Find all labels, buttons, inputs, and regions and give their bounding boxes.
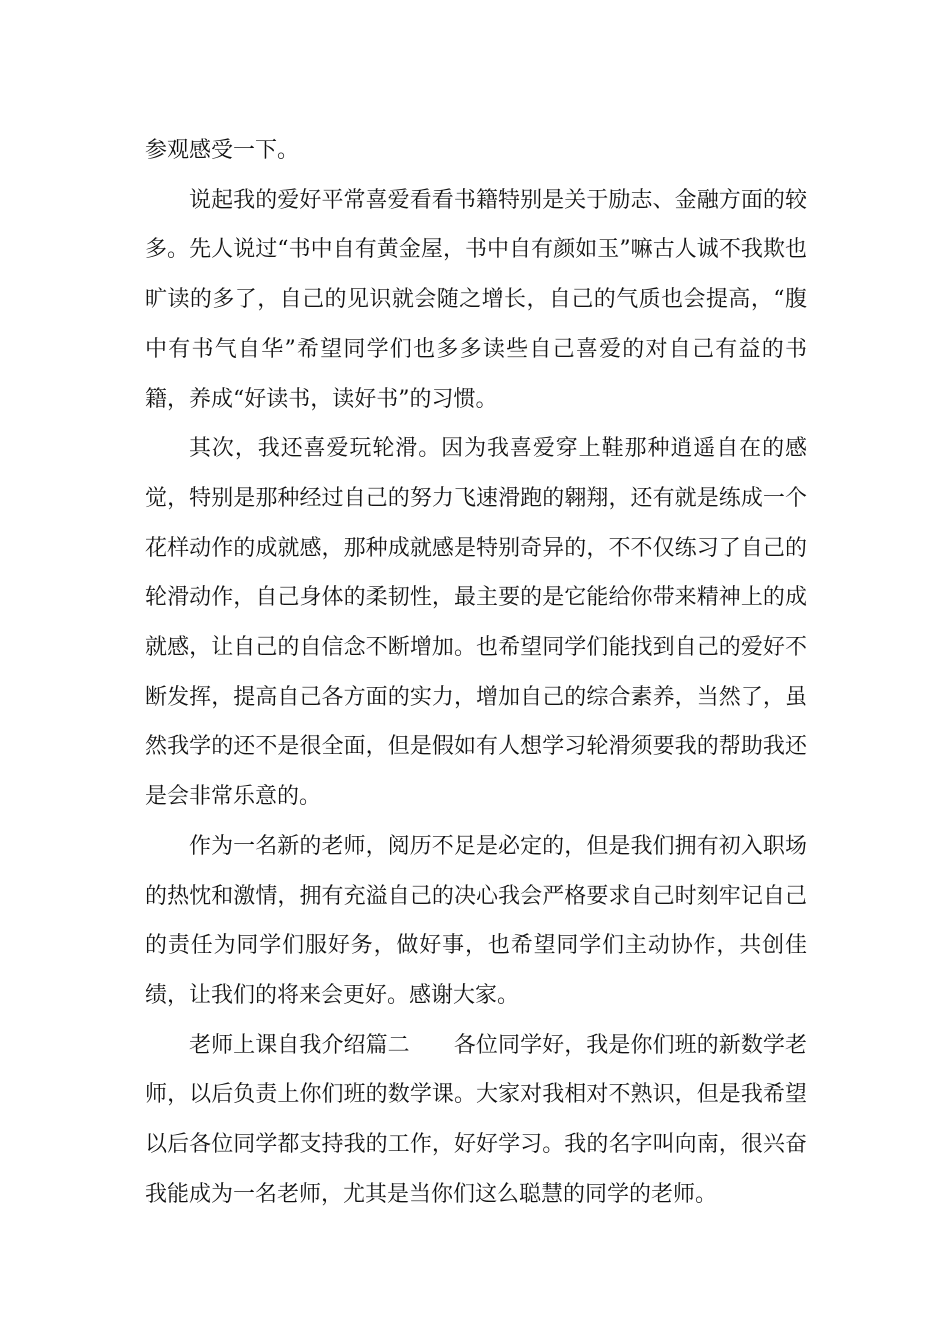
document-body	[145, 126, 807, 1219]
paragraph-hobby-skating: 其次，我还喜爱玩轮滑。因为我喜爱穿上鞋那种逍遥自在的感觉，特别是那种经过自己的努力飞速滑跑的翱翔，还有就是练成一个花样动作的成就感，那种成就感是特别奇异的，不不仅练习了自己的轮滑动作，自己身体的柔韧性，最主要的是它能给你带来精神上的成就感，让自己的自信念不断增加。也希望同学们能找到自己的爱好不断发挥，提高自己各方面的实力，增加自己的综合素养，当然了，虽然我学的还不是很全面，但是假如有人想学习轮滑须要我的帮助我还是会非常乐意的。	[145, 436, 807, 810]
paragraph-continuation: 参观感受一下。	[145, 138, 300, 163]
paragraph-closing: 作为一名新的老师，阅历不足是必定的，但是我们拥有初入职场的热忱和激情，拥有充溢自己的决心我会严格要求自己时刻牢记自己的责任为同学们服好务，做好事，也希望同学们主动协作，共创佳绩，让我们的将来会更好。感谢大家。	[145, 833, 807, 1008]
paragraph-hobby-reading: 说起我的爱好平常喜爱看看书籍特别是关于励志、金融方面的较多。先人说过“书中自有黄金屋，书中自有颜如玉”嘛古人诚不我欺也旷读的多了，自己的见识就会随之增长，自己的气质也会提高，“腹中有书气自华”希望同学们也多多读些自己喜爱的对自己有益的书籍，养成“好读书，读好书”的习惯。	[145, 187, 807, 412]
section-body: 各位同学好，我是你们班的新数学老师，以后负责上你们班的数学课。大家对我相对不熟识，但是我希望以后各位同学都支持我的工作，好好学习。我的名字叫向南，很兴奋我能成为一名老师，尤其是当你们这么聪慧的同学的老师。	[145, 1032, 807, 1207]
paragraph-section-two	[145, 1021, 807, 1220]
section-heading: 老师上课自我介绍篇二	[189, 1032, 410, 1058]
